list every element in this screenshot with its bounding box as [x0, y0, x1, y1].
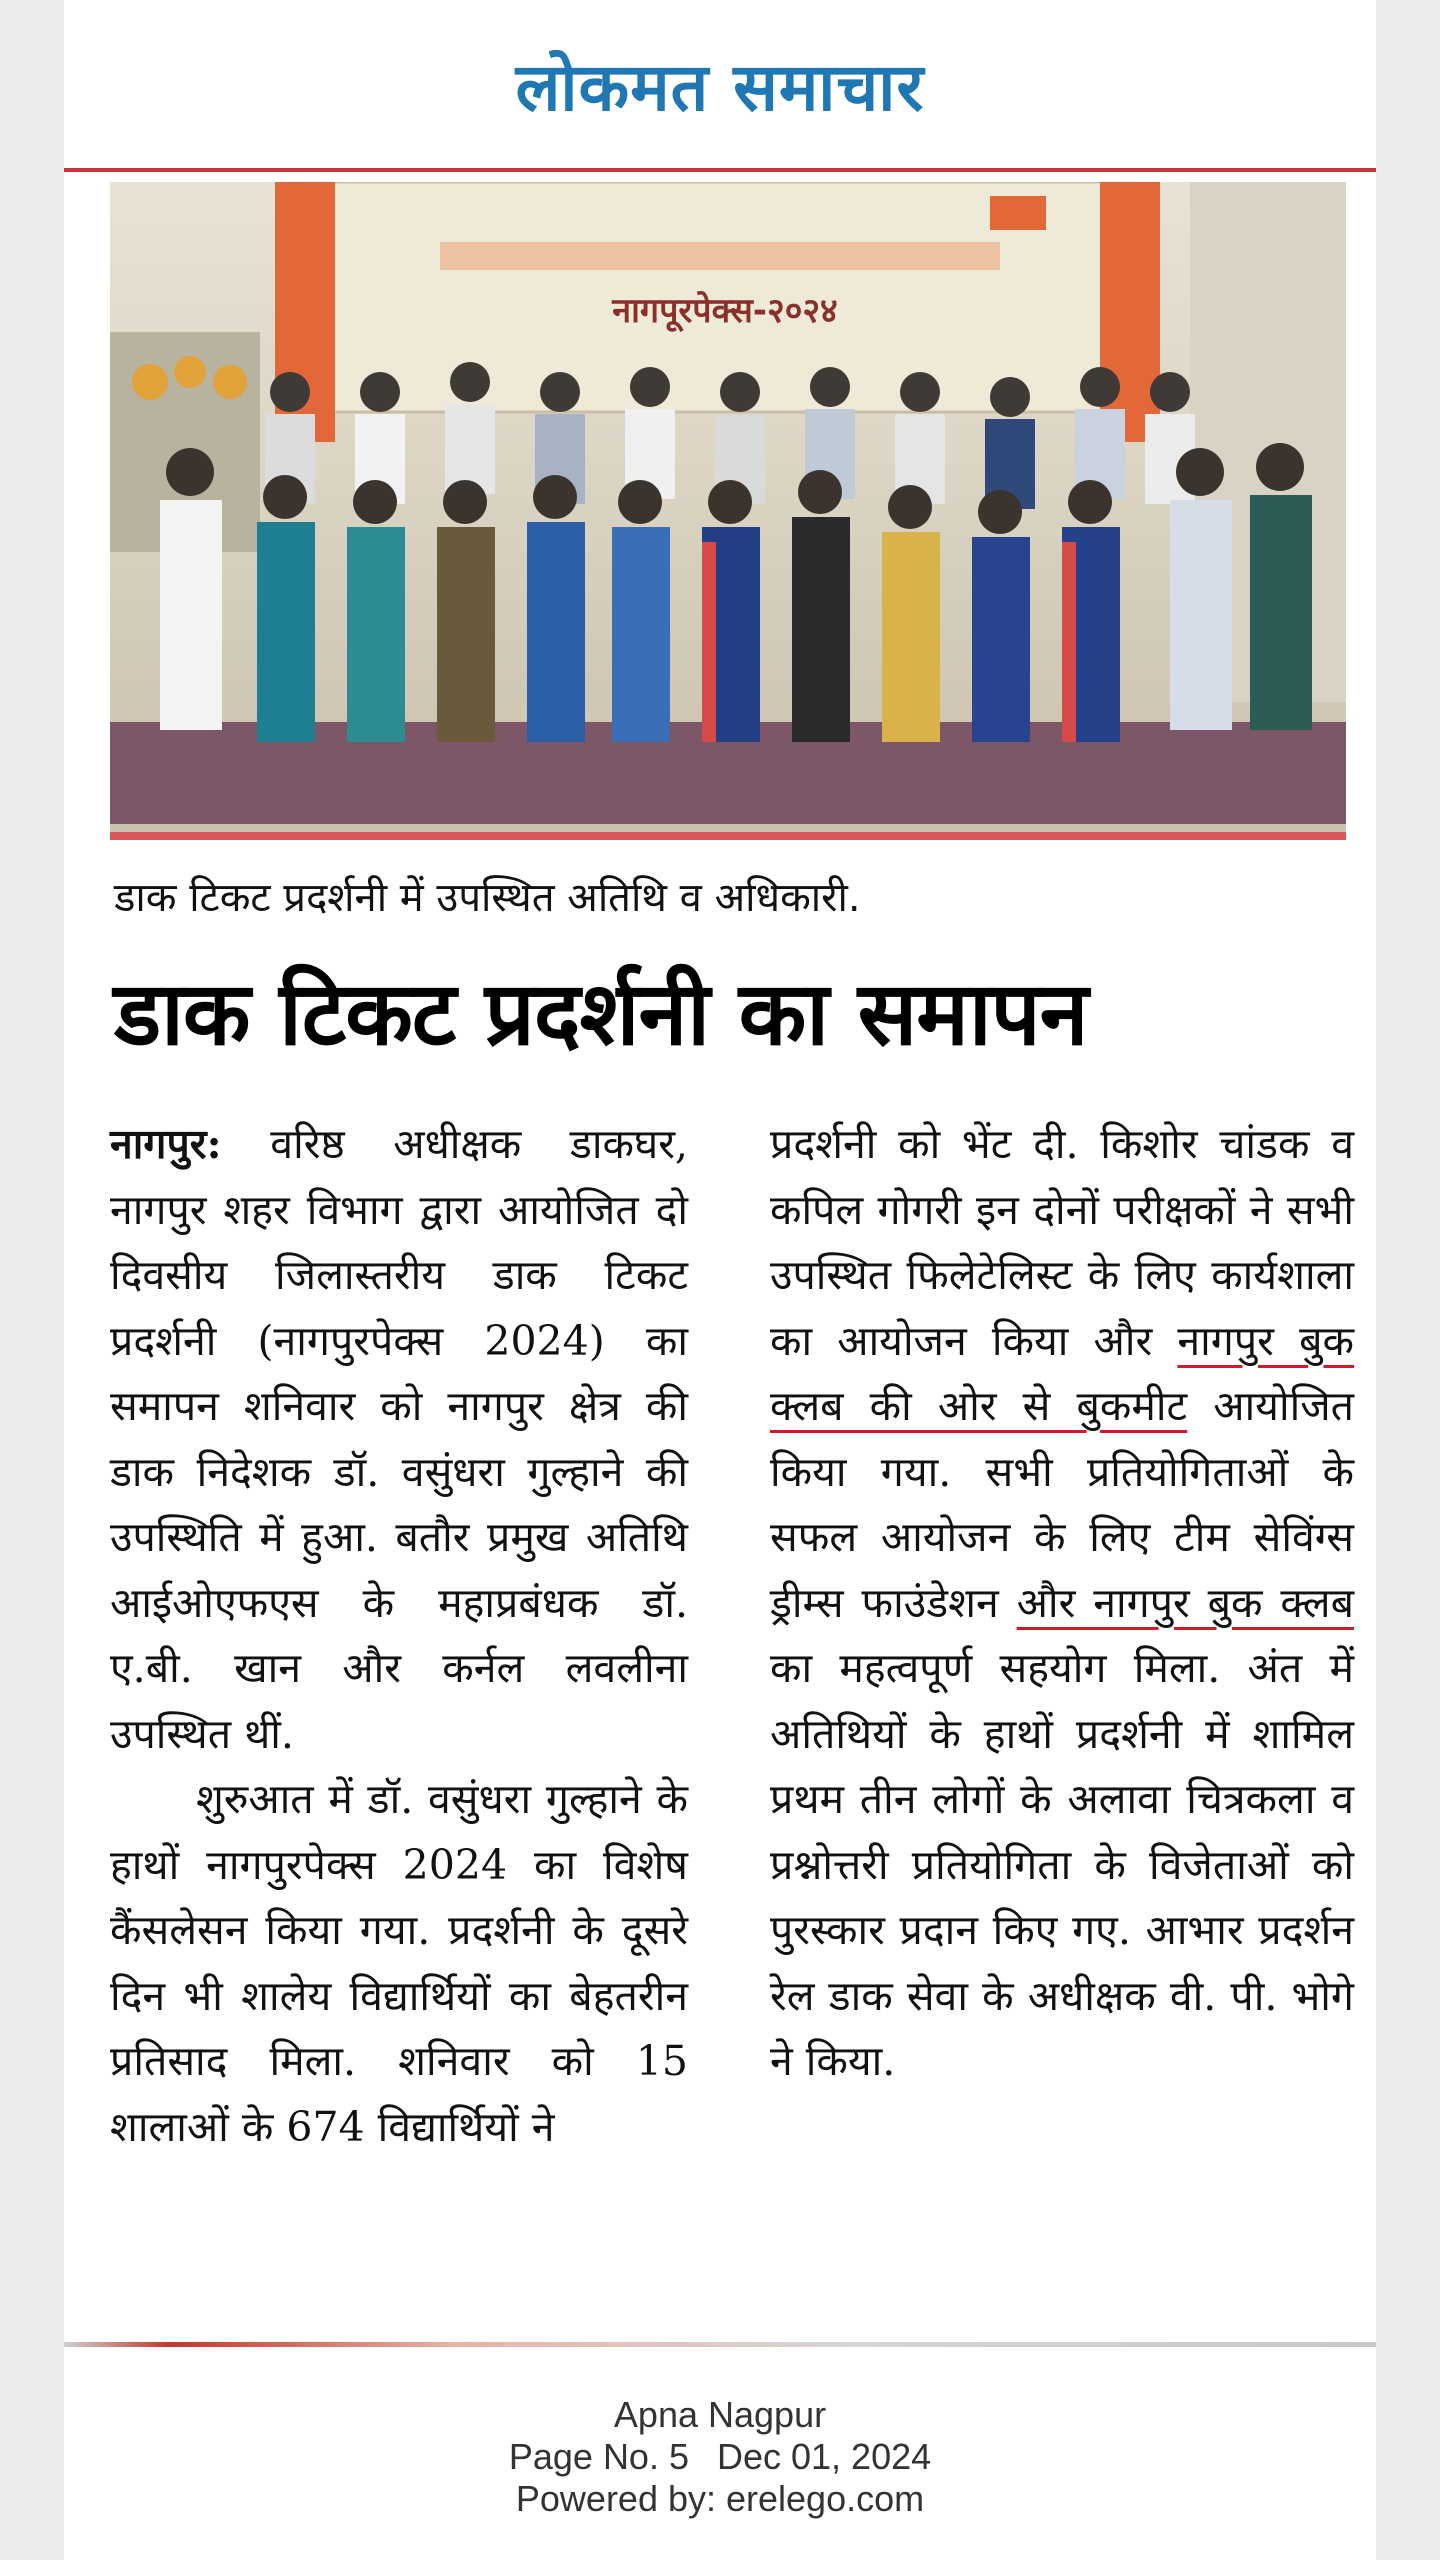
publication-name: Apna Nagpur: [613, 2394, 827, 2435]
publication-date: Dec 01, 2024: [716, 2436, 932, 2477]
group-photo: [110, 182, 1346, 840]
article-headline: डाक टिकट प्रदर्शनी का समापन: [114, 962, 1088, 1065]
banner-text: नागपूरपेक्स-२०२४: [612, 291, 838, 331]
article-paragraph: शुरुआत में डॉ. वसुंधरा गुल्हाने के हाथों नागपुरपेक्स 2024 का विशेष कैंसलेसन किया गया. प्रदर्शनी के दूसरे दिन भी शालेय विद्यार्थियों का बेहतरीन प्रतिसाद मिला. शनिवार को 15 शालाओं के 674 विद्यार्थियों ने: [110, 1775, 688, 2151]
article-column-left: [110, 1112, 688, 2160]
paragraph-text: का महत्वपूर्ण सहयोग मिला. अंत में अतिथियों के हाथों प्रदर्शनी में शामिल प्रथम तीन लोगों के अलावा चित्रकला व प्रश्नोत्तरी प्रतियोगिता के विजेताओं को पुरस्कार प्रदान किए गए. आभार प्रदर्शन रेल डाक सेवा के अधीक्षक वी. पी. भोगे ने किया.: [770, 1644, 1354, 2085]
paragraph-text: वरिष्ठ अधीक्षक डाकघर, नागपुर शहर विभाग द्वारा आयोजित दो दिवसीय जिलास्तरीय डाक टिकट प्रदर्शनी (नागपुरपेक्स 2024) का समापन शनिवार को नागपुर क्षेत्र की डाक निदेशक डॉ. वसुंधरा गुल्हाने की उपस्थिति में हुआ. बतौर प्रमुख अतिथि आईओएफएस के महाप्रबंधक डॉ. ए.बी. खान और कर्नल लवलीना उपस्थित थीं.: [110, 1120, 688, 1758]
masthead-title: लोकमत समाचार: [515, 49, 925, 126]
highlighted-text: नागपुर बुक क्लब की ओर से बुकमीट: [770, 1316, 1354, 1430]
paragraph-text: प्रदर्शनी को भेंट दी. किशोर चांडक व कपिल गोगरी इन दोनों परीक्षकों ने सभी उपस्थित फिलेटेलिस्ट के लिए कार्यशाला का आयोजन किया और: [770, 1120, 1354, 1365]
page-info: [64, 2436, 1376, 2478]
powered-by-link[interactable]: Powered by: erelego.com: [515, 2478, 925, 2519]
masthead-divider: [64, 168, 1376, 172]
photo-caption: डाक टिकट प्रदर्शनी में उपस्थित अतिथि व अधिकारी.: [114, 875, 861, 921]
paragraph-text: आयोजित किया गया. सभी प्रतियोगिताओं के सफल आयोजन के लिए टीम सेविंग्स ड्रीम्स फाउंडेशन: [770, 1382, 1354, 1627]
page-number: Page No. 5: [508, 2436, 689, 2477]
article-column-right: [770, 1112, 1354, 2095]
newspaper-clipping: [64, 0, 1376, 2560]
highlighted-text: और नागपुर बुक क्लब: [1016, 1578, 1354, 1627]
footer: [64, 2394, 1376, 2520]
article-paragraph: [770, 1112, 1354, 2095]
article-paragraph: [110, 1112, 688, 1767]
group-photo-icon: [110, 182, 1346, 824]
footer-divider: [64, 2342, 1376, 2347]
dateline: नागपुर:: [110, 1120, 222, 1168]
